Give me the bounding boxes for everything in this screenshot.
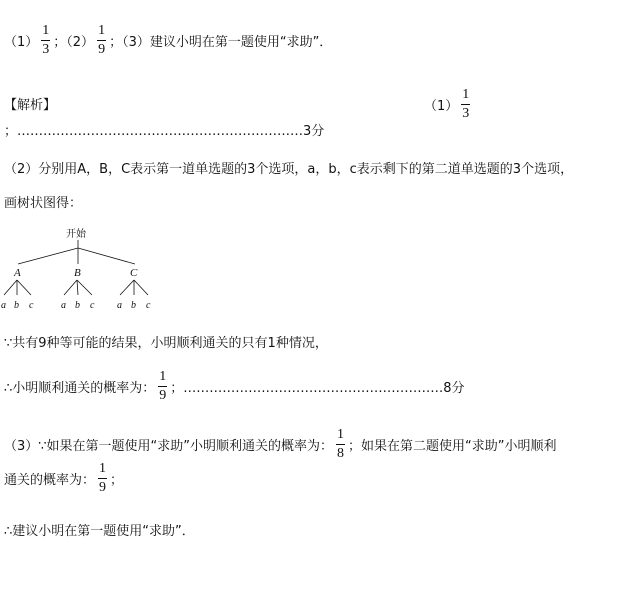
tree-leaf-b-b: b (75, 300, 80, 311)
tree-node-b: B (74, 267, 81, 279)
tree-branch-right (78, 248, 135, 264)
answer-part1: （1） (4, 35, 39, 50)
tree-leaf-a-c: c (29, 300, 34, 311)
q3-text-mid: ；如果在第二题使用“求助”小明顺利 (348, 439, 557, 454)
q1-dots-line: ；…………………………………………………………3分 (4, 124, 325, 139)
tree-node-a: A (14, 267, 21, 279)
answer-part3: ；（3）建议小明在第一题使用“求助”． (109, 35, 333, 50)
result-line-1: ∵共有9种等可能的结果，小明顺利通关的只有1种情况， (4, 336, 328, 351)
result2-dots: ；……………………………………………………8分 (170, 381, 465, 396)
tree-leaf-b-a: a (61, 300, 66, 311)
q1-answer (424, 88, 473, 121)
q3-line2-text: 通关的概率为： (4, 473, 96, 488)
q1-fraction: $\frac{1}{3}$ (462, 87, 470, 121)
tree-branch-left (18, 248, 78, 264)
q3-fraction-2: $\frac{1}{9}$ (99, 461, 107, 495)
conclusion-line: ∴建议小明在第一题使用“求助”． (4, 524, 195, 539)
tree-leaf-a-a: a (1, 300, 6, 311)
tree-node-c: C (130, 267, 138, 279)
tree-subbranches-b (64, 280, 92, 295)
answer-part2: ；（2） (53, 35, 95, 50)
tree-subbranches-a (4, 280, 31, 295)
tree-subbranches-c (120, 280, 148, 295)
answer-line (4, 24, 332, 57)
q2-line2: 画树状图得： (4, 196, 83, 211)
answer-fraction-1: $\frac{1}{3}$ (42, 23, 50, 57)
q1-label: （1） (424, 99, 459, 114)
result2-text: ∴小明顺利通关的概率为： (4, 381, 156, 396)
result2-fraction: $\frac{1}{9}$ (159, 369, 167, 403)
q2-line1: （2）分别用A，B，C表示第一道单选题的3个选项，a，b，c表示剩下的第二道单选题的3个选项， (4, 162, 574, 177)
tree-leaf-c-b: b (131, 300, 136, 311)
answer-fraction-2: $\frac{1}{9}$ (98, 23, 106, 57)
tree-leaf-c-a: a (117, 300, 122, 311)
q3-line-1 (4, 428, 557, 461)
tree-root-label: 开始 (66, 229, 86, 240)
tree-leaf-a-b: b (14, 300, 19, 311)
result-line-2 (4, 370, 465, 403)
q3-fraction-1: $\frac{1}{8}$ (337, 427, 345, 461)
q3-text-pre: （3）∵如果在第一题使用“求助”小明顺利通关的概率为： (4, 439, 334, 454)
tree-leaf-b-c: c (90, 300, 95, 311)
q3-line-2 (4, 462, 123, 495)
analysis-heading: 【解析】 (4, 98, 57, 113)
tree-leaf-c-c: c (146, 300, 151, 311)
tree-diagram (0, 224, 170, 316)
q3-line2-end: ； (110, 473, 124, 488)
